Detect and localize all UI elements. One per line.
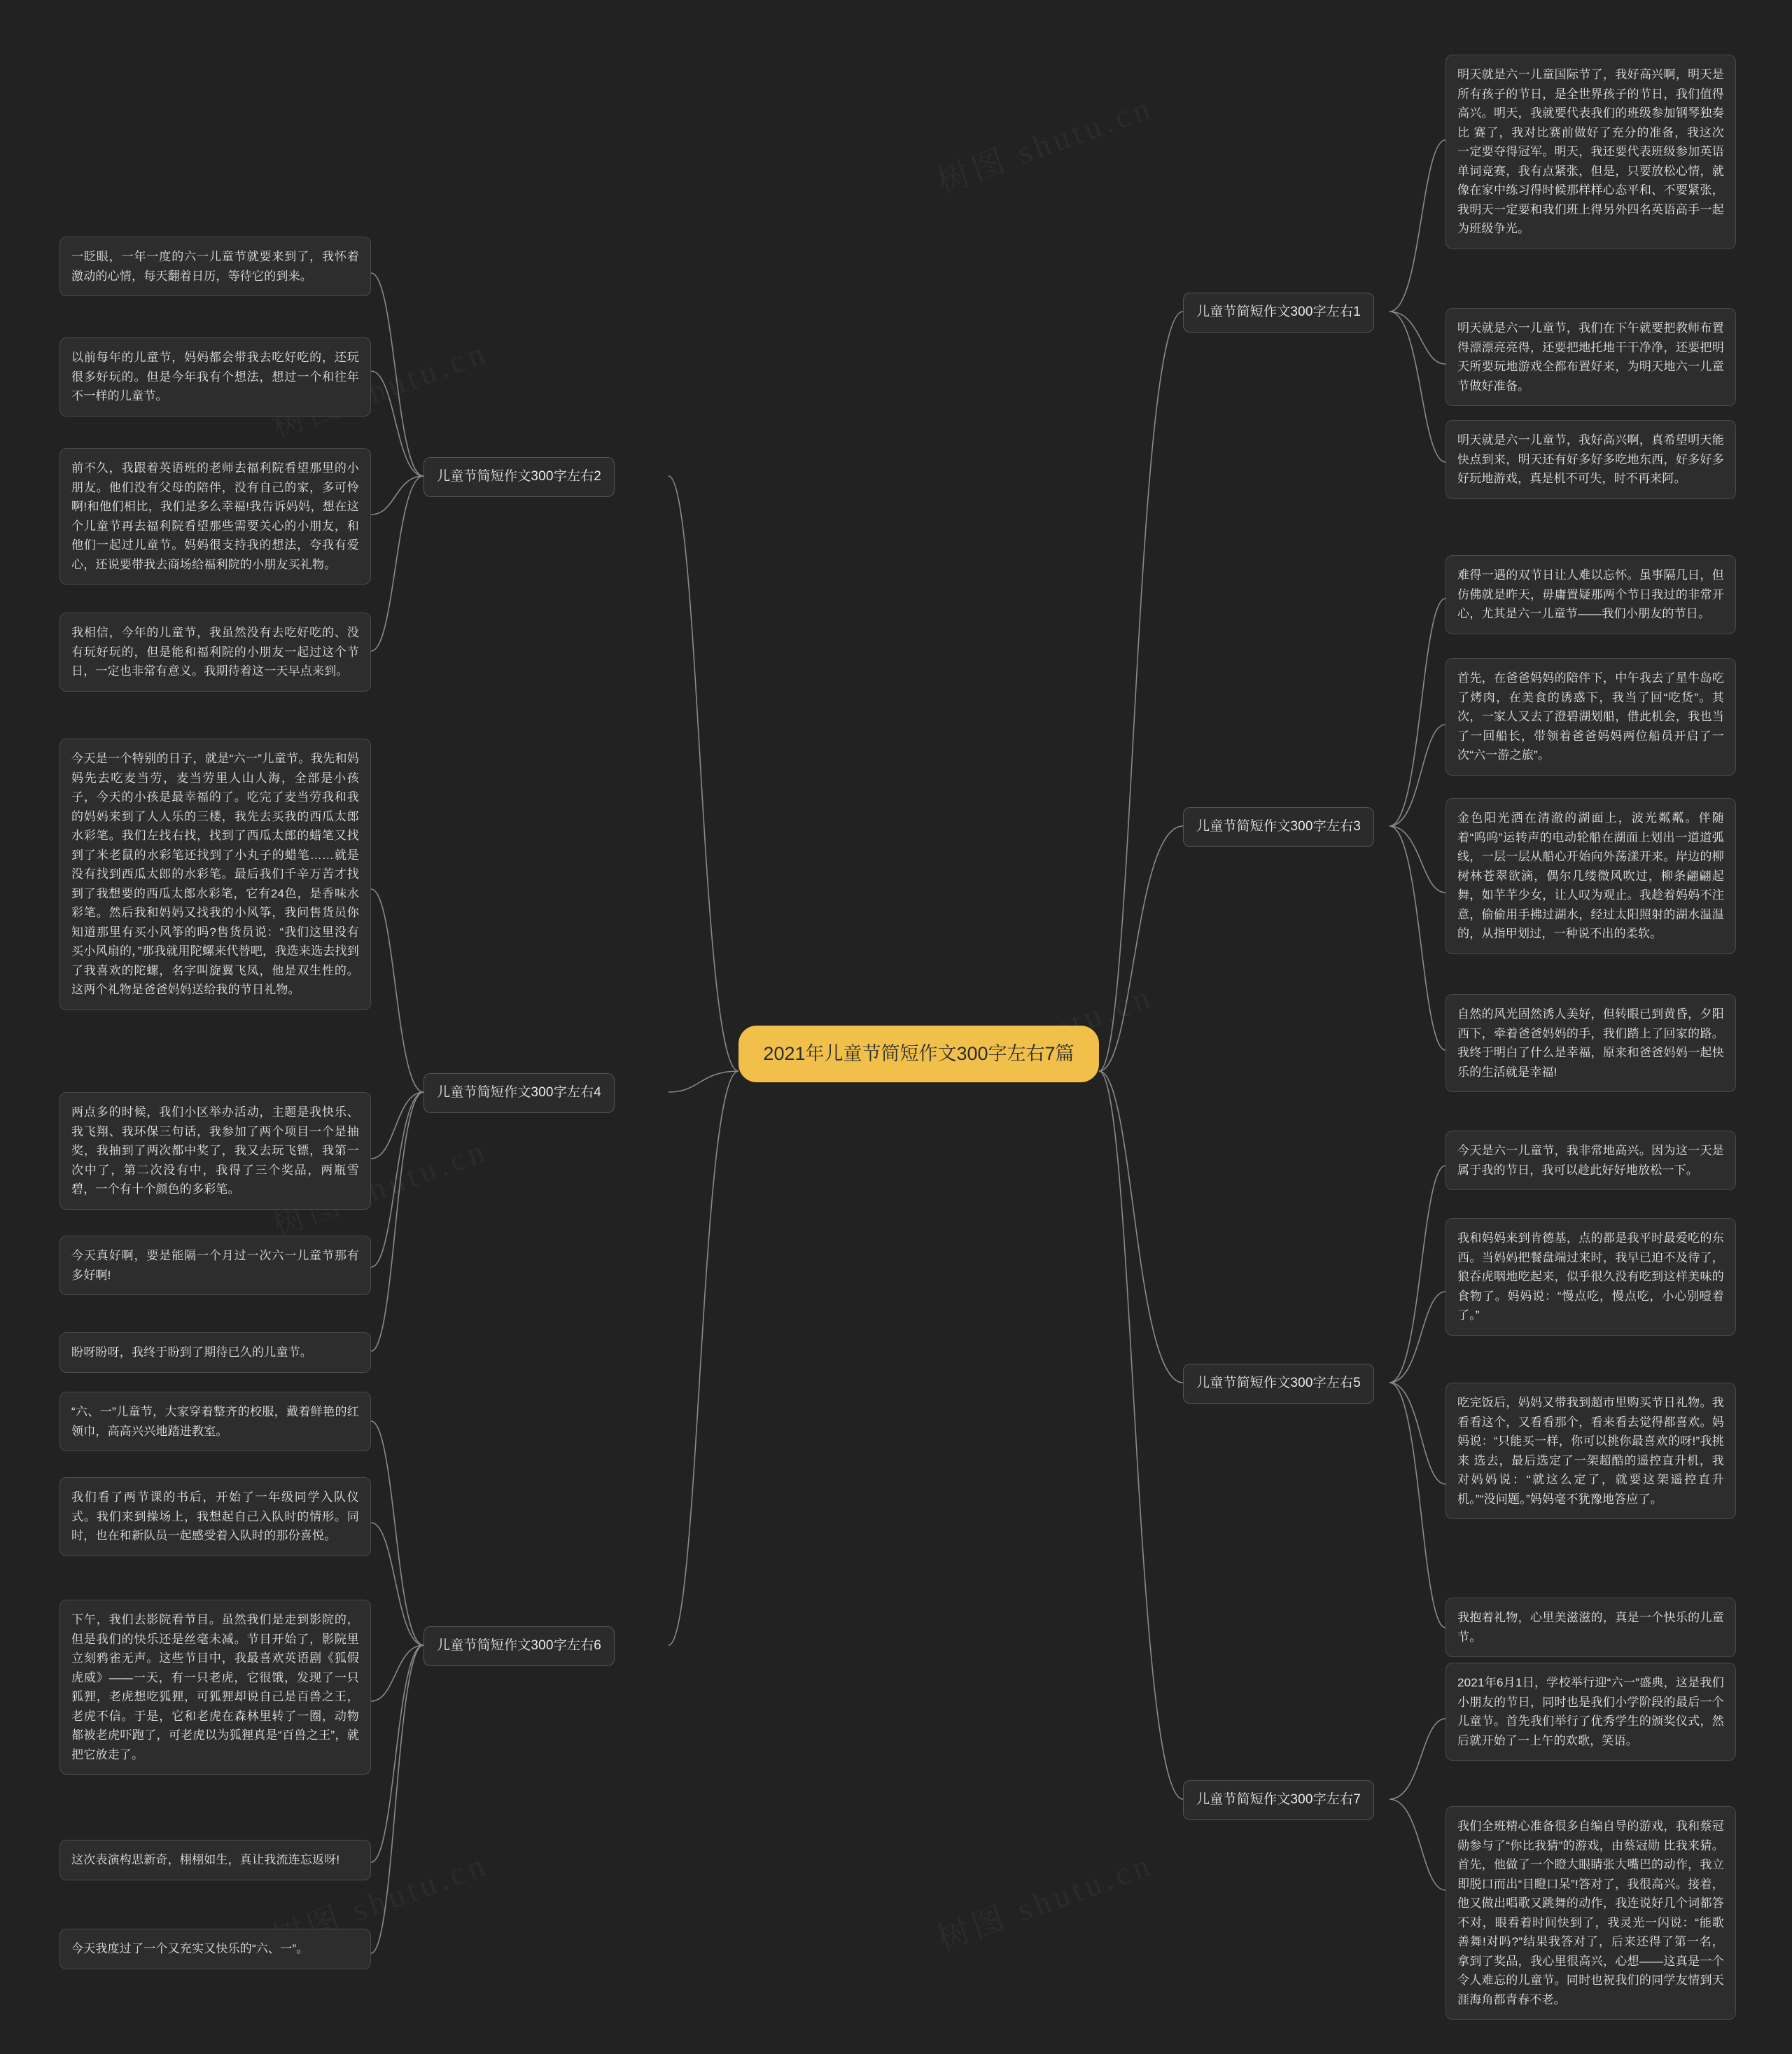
- leaf-node[interactable]: 我和妈妈来到肯德基，点的都是我平时最爱吃的东西。当妈妈把餐盘端过来时，我早已迫不及待了，狼吞虎咽地吃起来，似乎很久没有吃到这样美味的食物了。妈妈说：“慢点吃，慢点吃，小心别噎着了。”: [1446, 1218, 1736, 1336]
- branch-node-6[interactable]: 儿童节简短作文300字左右6: [424, 1626, 615, 1666]
- leaf-node[interactable]: 这次表演构思新奇，栩栩如生，真让我流连忘返呀!: [59, 1840, 371, 1880]
- leaf-node[interactable]: 我们看了两节课的书后，开始了一年级同学入队仪式。我们来到操场上，我想起自己入队时的情形。同时，也在和新队员一起感受着入队时的那份喜悦。: [59, 1477, 371, 1556]
- leaf-node[interactable]: 盼呀盼呀，我终于盼到了期待已久的儿童节。: [59, 1332, 371, 1373]
- leaf-node[interactable]: 一眨眼，一年一度的六一儿童节就要来到了，我怀着激动的心情，每天翻着日历，等待它的到来。: [59, 237, 371, 296]
- leaf-node[interactable]: 明天就是六一儿童节，我好高兴啊，真希望明天能快点到来，明天还有好多好多吃地东西，好多好多好玩地游戏，真是机不可失，时不再来阿。: [1446, 420, 1736, 499]
- leaf-node[interactable]: 两点多的时候，我们小区举办活动，主题是我快乐、我飞翔、我环保三句话，我参加了两个项目一个是抽奖，我抽到了两次都中奖了，我又去玩飞镖，我第一次中了，第二次没有中，我得了三个奖品，两瓶雪碧，一个有十个颜色的多彩笔。: [59, 1092, 371, 1210]
- leaf-node[interactable]: 以前每年的儿童节，妈妈都会带我去吃好吃的，还玩很多好玩的。但是今年我有个想法，想过一个和往年不一样的儿童节。: [59, 337, 371, 417]
- leaf-node[interactable]: 首先，在爸爸妈妈的陪伴下，中午我去了星牛岛吃了烤肉，在美食的诱惑下，我当了回“吃货”。其次，一家人又去了澄碧湖划船，借此机会，我也当了一回船长，带领着爸爸妈妈两位船员开启了一次“六一游之旅”。: [1446, 658, 1736, 776]
- leaf-node[interactable]: 今天是一个特别的日子，就是“六一”儿童节。我先和妈妈先去吃麦当劳，麦当劳里人山人海，全部是小孩子，今天的小孩是最幸福的了。吃完了麦当劳我和我的妈妈来到了人人乐的三楼，我先去买我的西瓜太郎水彩笔。我们左找右找，找到了西瓜太郎的蜡笔又找到了米老鼠的水彩笔还找到了小丸子的蜡笔……就是没有找到西瓜太郎的水彩笔。最后我们千辛万苦才找到了我想要的西瓜太郎水彩笔，它有24色，是香味水彩笔。然后我和妈妈又找我的小风筝，我问售货员你知道那里有买小风筝的吗?售货员说：“我们这里没有买小风扇的，”那我就用陀螺来代替吧，我选来选去找到了我喜欢的陀螺，名字叫旋翼飞凤，他是双生性的。这两个礼物是爸爸妈妈送给我的节日礼物。: [59, 739, 371, 1010]
- leaf-node[interactable]: 我相信，今年的儿童节，我虽然没有去吃好吃的、没有玩好玩的，但是能和福利院的小朋友一起过这个节日，一定也非常有意义。我期待着这一天早点来到。: [59, 613, 371, 692]
- branch-node-2[interactable]: 儿童节简短作文300字左右2: [424, 457, 615, 497]
- leaf-node[interactable]: 金色阳光洒在清澈的湖面上，波光粼粼。伴随着“呜呜”运转声的电动轮船在湖面上划出一道道弧线，一层一层从船心开始向外荡漾开来。岸边的柳树林苍翠欲滴，偶尔几缕微风吹过，柳条翩翩起舞，如芊芊少女，让人叹为观止。我趁着妈妈不注意，偷偷用手拂过湖水，经过太阳照射的湖水温温的，从指甲划过，一种说不出的柔软。: [1446, 798, 1736, 954]
- leaf-node[interactable]: 我抱着礼物，心里美滋滋的，真是一个快乐的儿童节。: [1446, 1598, 1736, 1657]
- leaf-node[interactable]: 明天就是六一儿童节，我们在下午就要把教师布置得漂漂亮亮得，还要把地托地干干净净，还要把明天所要玩地游戏全都布置好来，为明天地六一儿童节做好准备。: [1446, 308, 1736, 406]
- leaf-node[interactable]: 明天就是六一儿童国际节了，我好高兴啊，明天是所有孩子的节日，是全世界孩子的节日，我们值得高兴。明天，我就要代表我们的班级参加钢琴独奏比 赛了，我对比赛前做好了充分的准备，我这次一定要夺得冠军。明天，我还要代表班级参加英语单词竞赛，我有点紧张，但是，只要放松心情，就像在家中练习得时候那样样心态平和、不要紧张，我明天一定要和我们班上得另外四名英语高手一起为班级争光。: [1446, 55, 1736, 249]
- branch-node-4[interactable]: 儿童节简短作文300字左右4: [424, 1073, 615, 1113]
- leaf-node[interactable]: 吃完饭后，妈妈又带我到超市里购买节日礼物。我看看这个，又看看那个，看来看去觉得都喜欢。妈妈说：“只能买一样，你可以挑你最喜欢的呀!”我挑来 选去，最后选定了一架超酷的遥控直升机，我对妈妈说：“就这么定了，就要这架遥控直升机。”“没问题。”妈妈毫不犹豫地答应了。: [1446, 1383, 1736, 1519]
- leaf-node[interactable]: 自然的风光固然诱人美好，但转眼已到黄昏，夕阳西下，牵着爸爸妈妈的手，我们踏上了回家的路。我终于明白了什么是幸福，原来和爸爸妈妈一起快乐的生活就是幸福!: [1446, 994, 1736, 1092]
- leaf-node[interactable]: 前不久，我跟着英语班的老师去福利院看望那里的小朋友。他们没有父母的陪伴，没有自己的家，多可怜啊!和他们相比，我们是多么幸福!我告诉妈妈，想在这个儿童节再去福利院看望那些需要关心的小朋友，和他们一起过儿童节。妈妈很支持我的想法，夸我有爱心，还说要带我去商场给福利院的小朋友买礼物。: [59, 448, 371, 585]
- branch-node-3[interactable]: 儿童节简短作文300字左右3: [1183, 807, 1374, 847]
- watermark: [930, 82, 1158, 203]
- leaf-node[interactable]: 下午，我们去影院看节目。虽然我们是走到影院的，但是我们的快乐还是丝毫未减。节目开始了，影院里立刻鸦雀无声。这些节目中，我最喜欢英语剧《狐假虎威》——一天，有一只老虎，它很饿，发现了一只狐狸，老虎想吃狐狸，可狐狸却说自己是百兽之王，老虎不信。于是，它和老虎在森林里转了一圈，动物都被老虎吓跑了，可老虎以为狐狸真是“百兽之王”，就把它放走了。: [59, 1600, 371, 1775]
- branch-node-5[interactable]: 儿童节简短作文300字左右5: [1183, 1364, 1374, 1404]
- branch-node-1[interactable]: 儿童节简短作文300字左右1: [1183, 293, 1374, 333]
- root-node[interactable]: 2021年儿童节简短作文300字左右7篇: [738, 1026, 1099, 1082]
- leaf-node[interactable]: 2021年6月1日，学校举行迎“六一”盛典，这是我们小朋友的节日，同时也是我们小学阶段的最后一个儿童节。首先我们举行了优秀学生的颁奖仪式，然后就开始了一上午的欢歌，笑语。: [1446, 1663, 1736, 1761]
- leaf-node[interactable]: 我们全班精心准备很多自编自导的游戏，我和蔡冠勋参与了“你比我猜”的游戏，由蔡冠勋 比我来猜。首先，他做了一个瞪大眼睛张大嘴巴的动作，我立即脱口而出“目瞪口呆”!答对了，我很高兴。接着，他又做出唱歌又跳舞的动作，我连说好几个词都答不对，眼看着时间快到了，我灵光一闪说：“能歌善舞!对吗?”结果我答对了，后来还得了第一名，拿到了奖品，我心里很高兴，心想——这真是一个令人难忘的儿童节。同时也祝我们的同学友情到天涯海角都青春不老。: [1446, 1806, 1736, 2020]
- leaf-node[interactable]: “六、一”儿童节，大家穿着整齐的校服，戴着鲜艳的红领巾，高高兴兴地踏进教室。: [59, 1392, 371, 1451]
- branch-node-7[interactable]: 儿童节简短作文300字左右7: [1183, 1780, 1374, 1820]
- leaf-node[interactable]: 今天是六一儿童节，我非常地高兴。因为这一天是属于我的节日，我可以趁此好好地放松一下。: [1446, 1131, 1736, 1190]
- leaf-node[interactable]: 今天我度过了一个又充实又快乐的“六、一”。: [59, 1929, 371, 1969]
- leaf-node[interactable]: 难得一遇的双节日让人难以忘怀。虽事隔几日，但仿佛就是昨天，毋庸置疑那两个节日我过的非常开心，尤其是六一儿童节——我们小朋友的节日。: [1446, 555, 1736, 634]
- leaf-node[interactable]: 今天真好啊，要是能隔一个月过一次六一儿童节那有多好啊!: [59, 1236, 371, 1295]
- watermark: [930, 1839, 1158, 1960]
